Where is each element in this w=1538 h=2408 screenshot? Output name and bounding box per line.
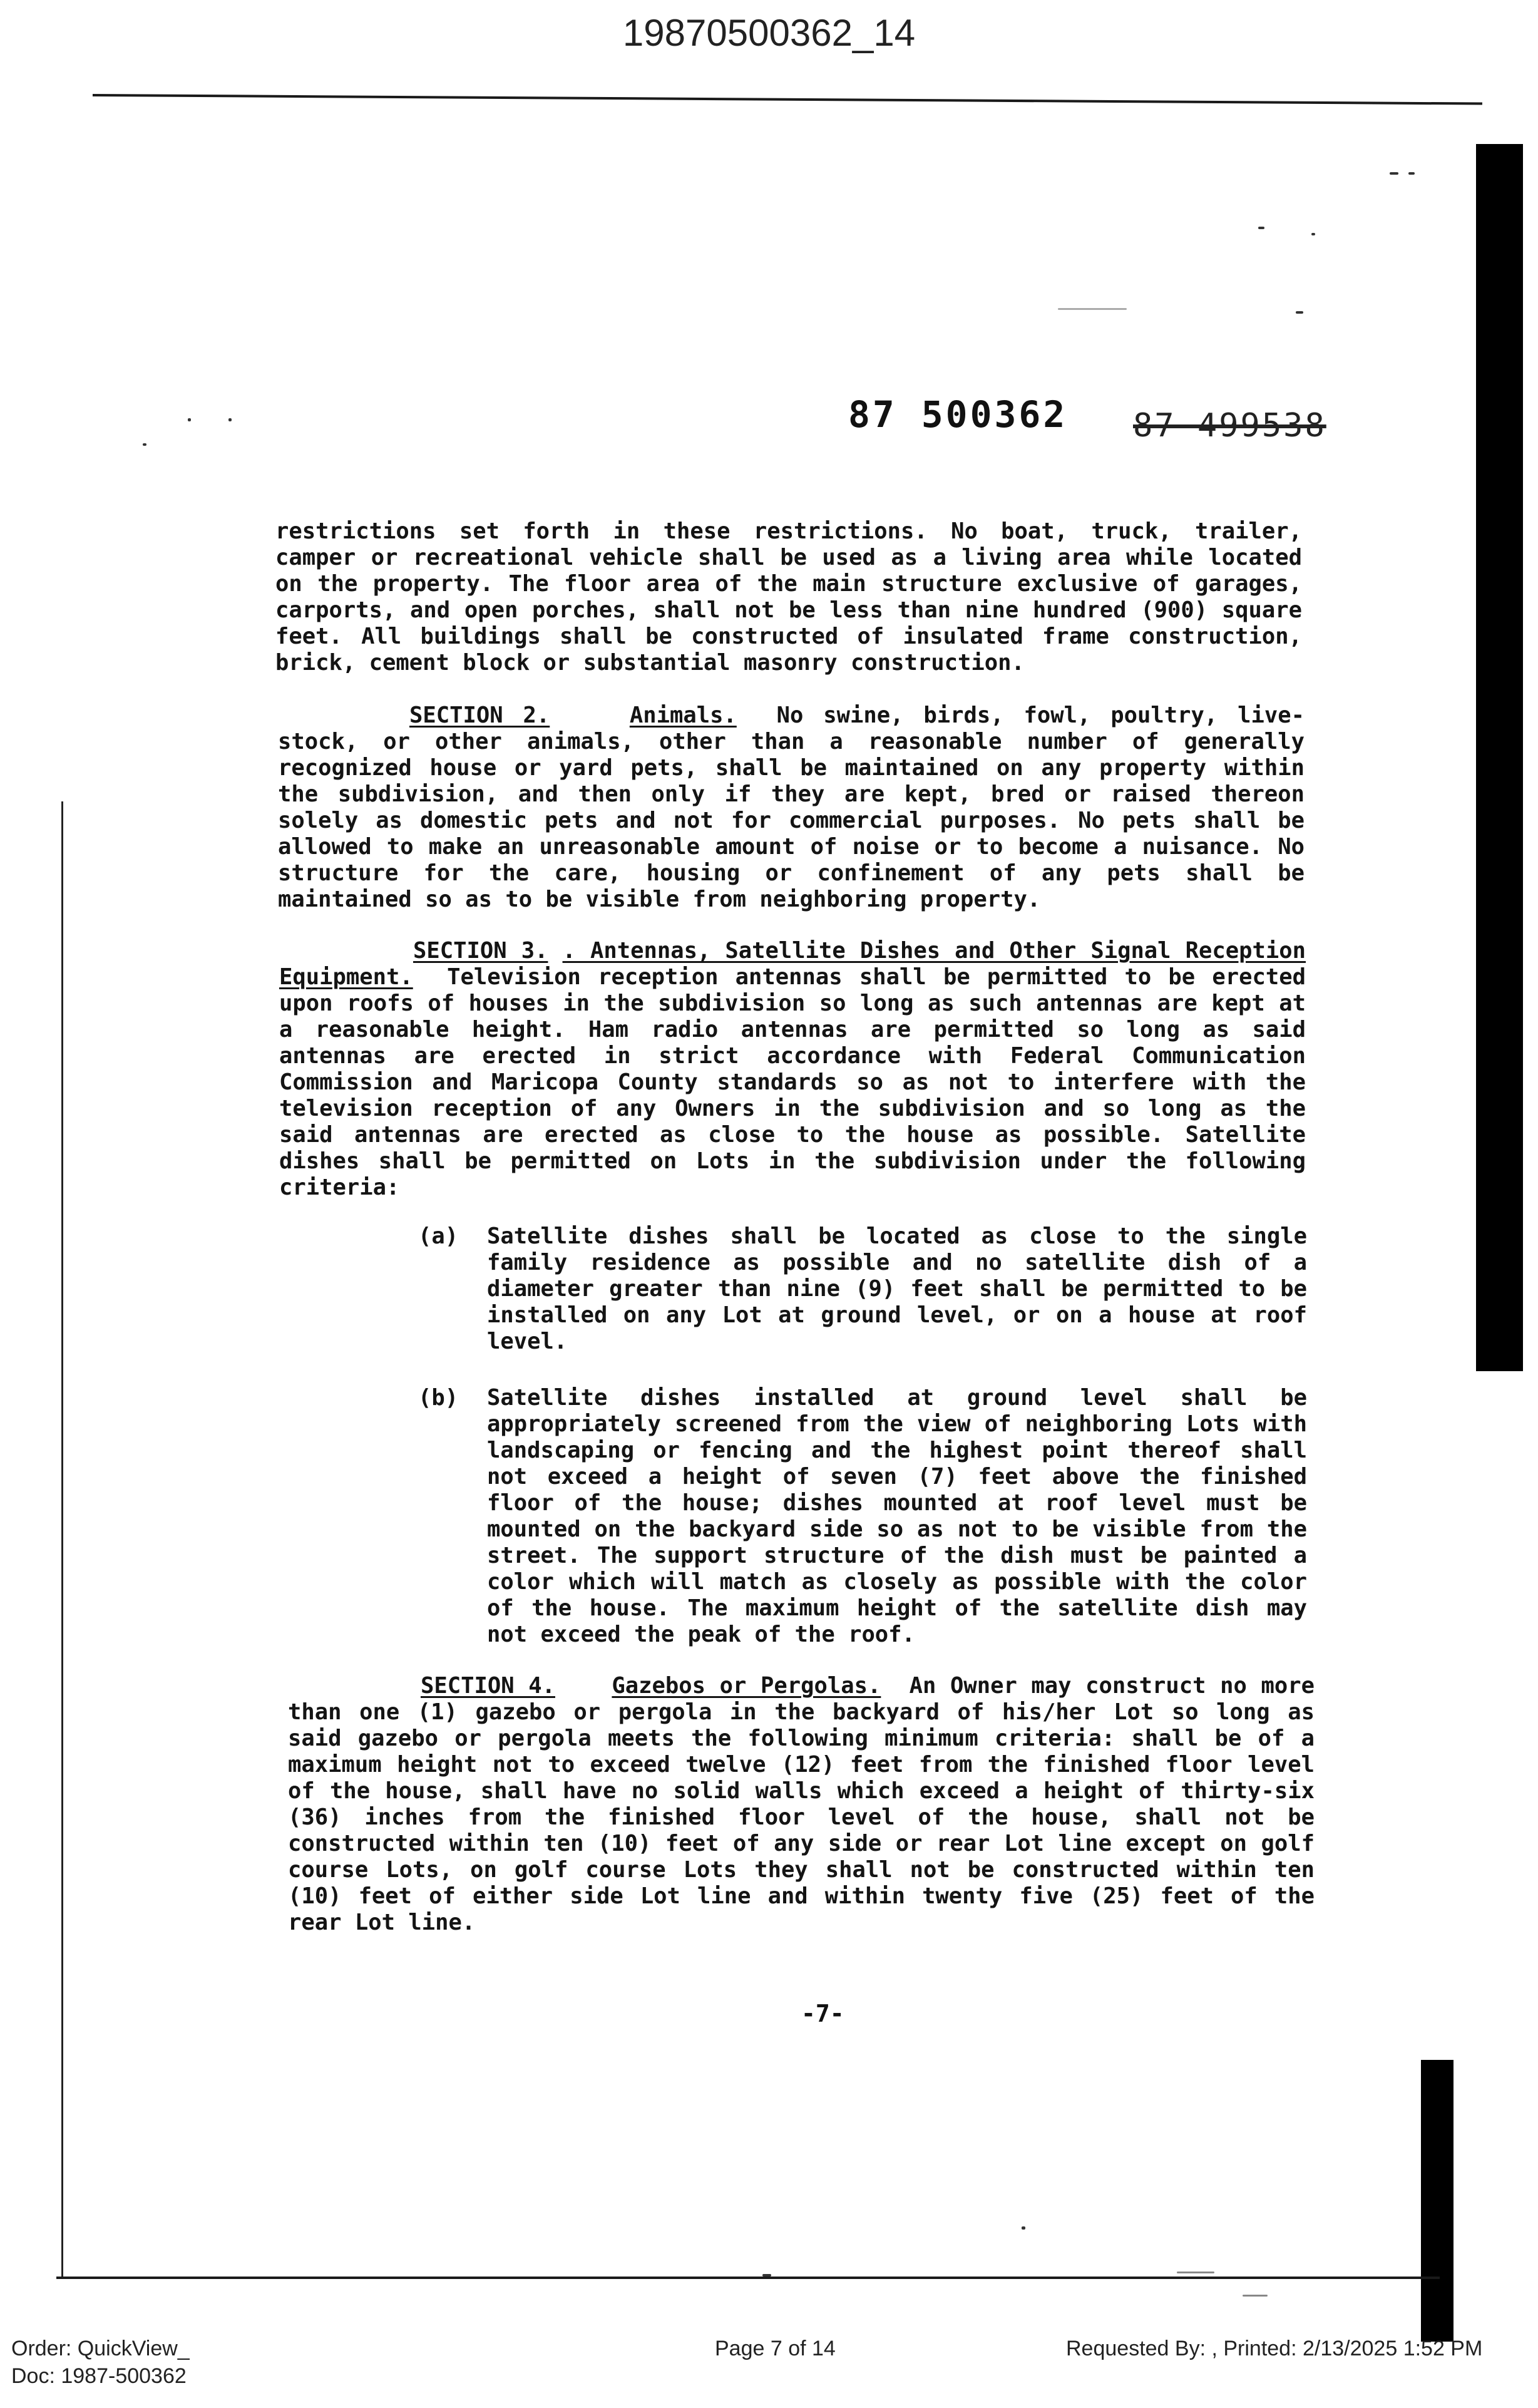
section-3-title: . Antennas, Satellite Dishes and Other Signal Reception Equipment. bbox=[279, 938, 1306, 990]
scan-speck bbox=[143, 443, 146, 446]
scan-speck bbox=[1408, 172, 1415, 175]
scan-speck bbox=[228, 418, 232, 421]
scan-speck bbox=[1022, 2226, 1025, 2230]
scan-speck bbox=[1258, 227, 1264, 229]
paragraph-restrictions: restrictions set forth in these restrictions. No boat, truck, trailer, camper or recreational vehicle shall be used as a living area while located on the property. The floor area of the main structure exclusive of garages, carports, and open porches, shall not be less than nine hundred (900) square feet. All buildings shall be constructed of insulated frame construction, brick, cement block or substantial masonry construction. bbox=[275, 518, 1302, 676]
footer-order: Order: QuickView_ bbox=[11, 2337, 190, 2360]
document-id-header: 19870500362_14 bbox=[622, 12, 916, 54]
scan-speck bbox=[1058, 308, 1127, 310]
scan-speck bbox=[1296, 311, 1303, 314]
criteria-item-a bbox=[418, 1223, 1307, 1355]
recorded-document-number: 87 500362 bbox=[848, 393, 1068, 436]
section-3-paragraph bbox=[279, 938, 1306, 1201]
section-4-label: SECTION 4. bbox=[421, 1673, 555, 1699]
top-scan-rule bbox=[93, 94, 1482, 105]
section-3-text: Television reception antennas shall be permitted to be erected upon roofs of houses in the subdivision so long as such antennas are kept at a reasonable height. Ham radio antennas are permitted so long as said antennas are erected in strict accordance with Federal Communication Commission and Maricopa County standards so as not to interfere with the television reception of any Owners in the subdivision and so long as the said antennas are erected as close to the house as possible. Satellite dishes shall be permitted on Lots in the subdivision under the following criteria: bbox=[279, 964, 1306, 1200]
scan-speck bbox=[1243, 2295, 1268, 2297]
scan-speck bbox=[762, 2274, 771, 2277]
scan-speck bbox=[188, 418, 191, 421]
section-2-title: Animals. bbox=[629, 702, 737, 728]
section-4-title: Gazebos or Pergolas. bbox=[612, 1673, 881, 1699]
scan-speck bbox=[1177, 2272, 1214, 2273]
section-2-text: No swine, birds, fowl, poultry, live-stock, or other animals, other than a reasonable number of generally recognized house or yard pets, shall be maintained on any property within the subdivision, and then only if they are kept, bred or raised thereon solely as domestic pets and not for commercial purposes. No pets shall be allowed to make an unreasonable amount of noise or to become a nuisance. No structure for the care, housing or confinement of any pets shall be maintained so as to be visible from neighboring property. bbox=[278, 702, 1305, 912]
item-b-text: Satellite dishes installed at ground level shall be appropriately screened from the view of neighboring Lots with landscaping or fencing and the highest point thereof shall not exceed a height of seven (7) feet above the finished floor of the house; dishes mounted at roof level must be mounted on the backyard side so as not to be visible from the street. The support structure of the dish must be painted a color which will match as closely as possible with the color of the house. The maximum height of the satellite dish may not exceed the peak of the roof. bbox=[487, 1385, 1307, 1647]
item-a-text: Satellite dishes shall be located as close to the single family residence as possible and no satellite dish of a diameter greater than nine (9) feet shall be permitted to be installed on any Lot at ground level, or on a house at roof level. bbox=[487, 1223, 1307, 1354]
scan-left-margin-line bbox=[61, 801, 63, 2279]
bottom-scan-rule bbox=[56, 2277, 1440, 2279]
page-number: -7- bbox=[801, 2000, 844, 2027]
footer-doc: Doc: 1987-500362 bbox=[11, 2364, 187, 2388]
section-4-text: An Owner may construct no more than one (1) gazebo or pergola in the backyard of his/her Lot so long as said gazebo or pergola meets the following minimum criteria: shall be of a maximum height not to exceed twelve (12) feet from the finished floor level of the house, shall have no solid walls which exceed a height of thirty-six (36) inches from the finished floor level of the house, shall not be constructed within ten (10) feet of any side or rear Lot line except on golf course Lots, on golf course Lots they shall not be constructed within ten (10) feet of either side Lot line and within twenty five (25) feet of the rear Lot line. bbox=[288, 1673, 1315, 1935]
scan-speck bbox=[1311, 233, 1315, 235]
footer-page-count: Page 7 of 14 bbox=[715, 2337, 836, 2360]
scan-speck bbox=[1390, 172, 1398, 175]
item-a-letter: (a) bbox=[418, 1223, 459, 1249]
struck-document-number: 87 499538 bbox=[1133, 407, 1326, 445]
section-4-paragraph bbox=[288, 1673, 1315, 1936]
footer-requested-printed: Requested By: , Printed: 2/13/2025 1:52 PM bbox=[1066, 2337, 1483, 2360]
criteria-item-b bbox=[418, 1385, 1307, 1648]
section-2-paragraph bbox=[278, 702, 1305, 913]
section-3-label: SECTION 3. bbox=[413, 938, 548, 964]
item-b-letter: (b) bbox=[418, 1385, 459, 1411]
scan-edge-bar-bottom bbox=[1421, 2060, 1453, 2342]
scan-edge-bar-top bbox=[1476, 144, 1523, 1371]
section-2-label: SECTION 2. bbox=[409, 702, 550, 728]
